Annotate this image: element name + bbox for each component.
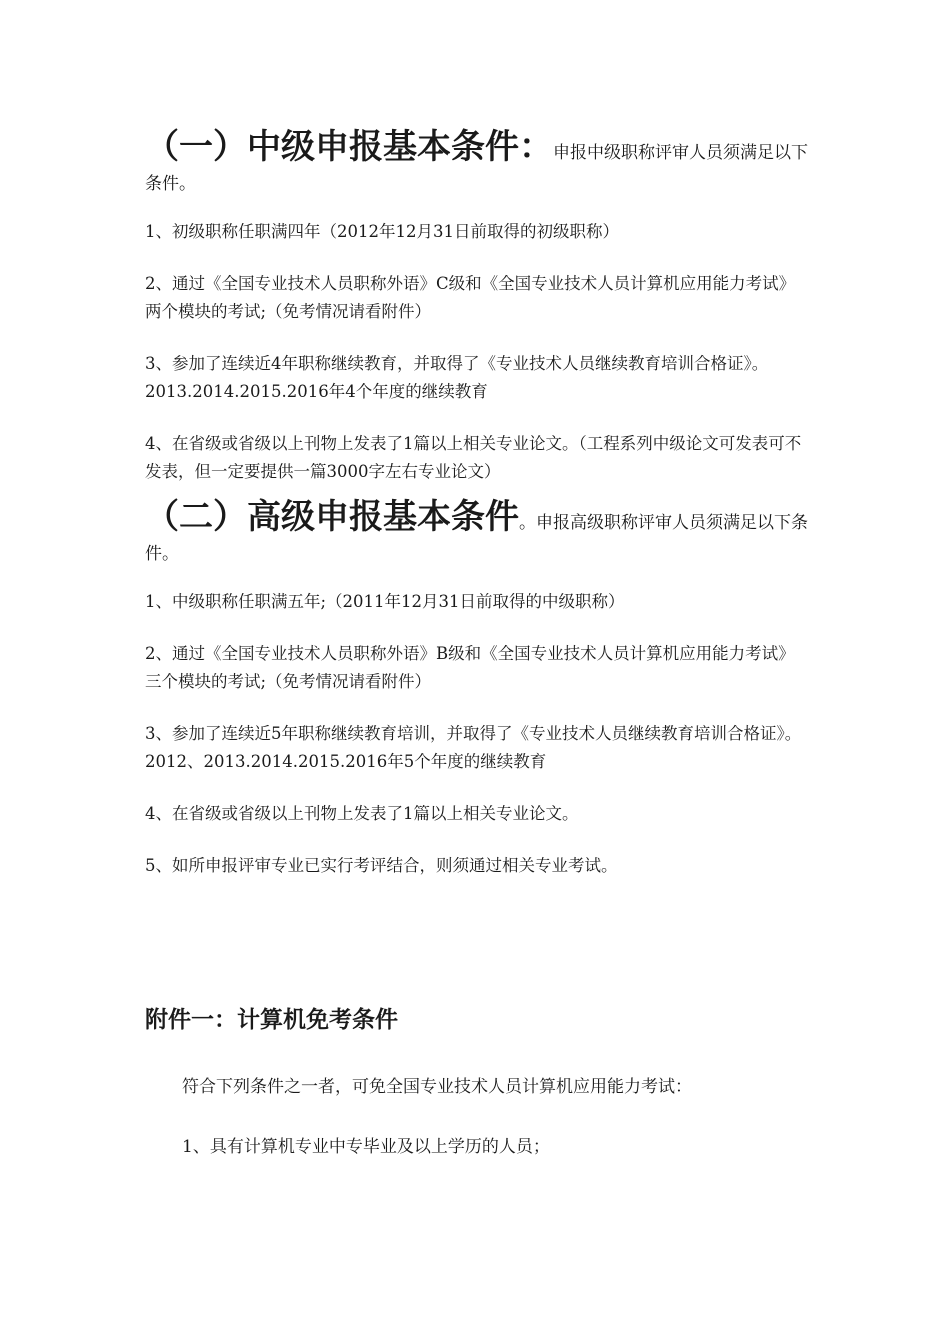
condition-item: 1、中级职称任职满五年;（2011年12月31日前取得的中级职称） [145,592,625,611]
annex-title: 附件一：计算机免考条件 [145,1007,398,1033]
condition-item: 3、参加了连续近4年职称继续教育，并取得了《专业技术人员继续教育培训合格证》。2013.2014.2015.2016年4个年度的继续教育 [145,354,769,401]
condition-item: 4、在省级或省级以上刊物上发表了1篇以上相关专业论文。 [145,804,579,823]
condition-item: 2、通过《全国专业技术人员职称外语》B级和《全国专业技术人员计算机应用能力考试》三个模块的考试;（免考情况请看附件） [145,644,795,691]
section-senior [145,497,810,880]
annex-item: 1、具有计算机专业中专毕业及以上学历的人员； [182,1137,550,1157]
section-subtitle-intermediate: 申报中级职称评审人员须满足以下条件。 [145,143,808,194]
document-content [145,127,810,1161]
condition-item: 1、初级职称任职满四年（2012年12月31日前取得的初级职称） [145,222,619,241]
section-title-intermediate: （一）中级申报基本条件： [145,127,553,167]
section-heading-intermediate [145,127,810,200]
condition-item: 5、如所申报评审专业已实行考评结合，则须通过相关专业考试。 [145,856,618,875]
condition-item: 4、在省级或省级以上刊物上发表了1篇以上相关专业论文。（工程系列中级论文可发表可不发表，但一定要提供一篇3000字左右专业论文） [145,434,802,481]
section-intermediate [145,127,810,486]
annex-intro: 符合下列条件之一者，可免全国专业技术人员计算机应用能力考试： [182,1077,692,1097]
section-title-senior: （二）高级申报基本条件 [145,497,519,537]
section-heading-senior [145,497,810,570]
condition-item: 3、参加了连续近5年职称继续教育培训，并取得了《专业技术人员继续教育培训合格证》。2012、2013.2014.2015.2016年5个年度的继续教育 [145,724,802,771]
condition-item: 2、通过《全国专业技术人员职称外语》C级和《全国专业技术人员计算机应用能力考试》两个模块的考试;（免考情况请看附件） [145,274,796,321]
section-subtitle-senior: 。申报高级职称评审人员须满足以下条件。 [145,513,808,564]
